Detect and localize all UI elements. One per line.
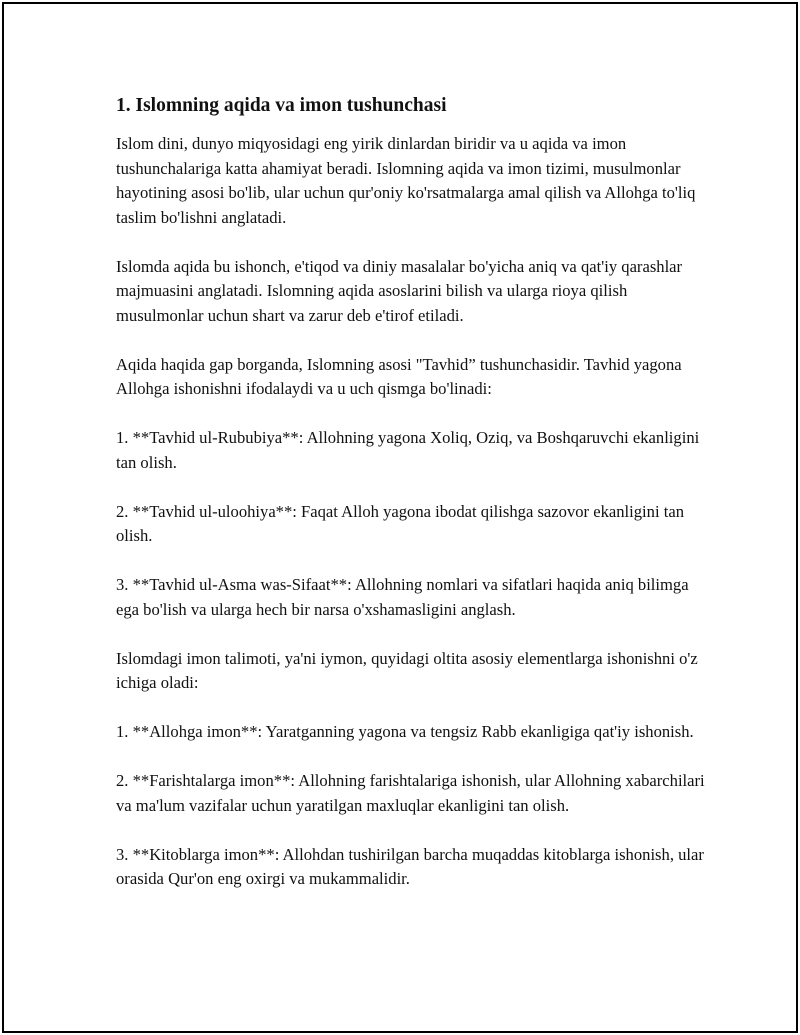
list-item-tavhid-uloohiya: 2. **Tavhid ul-uloohiya**: Faqat Alloh yagona ibodat qilishga sazovor ekanligini tan olish. <box>116 501 684 545</box>
list-item-farishtalarga-imon: 2. **Farishtalarga imon**: Allohning farishtalariga ishonish, ular Allohning xabarchilari va ma'lum vazifalar uchun yaratilgan maxluqlar ekanligini tan olish. <box>116 771 705 815</box>
paragraph-aqida-definition: Islomda aqida bu ishonch, e'tiqod va diniy masalalar bo'yicha aniq va qat'iy qarashlar majmuasini anglatadi. Islomning aqida asoslarini bilish va ularga rioya qilish musulmonlar uchun shart va zarur deb e'tirof etiladi. <box>116 256 683 325</box>
list-item-kitoblarga-imon: 3. **Kitoblarga imon**: Allohdan tushirilgan barcha muqaddas kitoblarga ishonish, ular orasida Qur'on eng oxirgi va mukammalidir. <box>116 844 704 888</box>
paragraph-intro: Islom dini, dunyo miqyosidagi eng yirik dinlardan biridir va u aqida va imon tushunchalariga katta ahamiyat beradi. Islomning aqida va imon tizimi, musulmonlar hayotining asosi bo'lib, ular uchun qur'oniy ko'rsatmalarga amal qilish va Allohga to'liq taslim bo'lishni anglatadi. <box>116 134 696 227</box>
list-item-tavhid-rububiya: 1. **Tavhid ul-Rububiya**: Allohning yagona Xoliq, Oziq, va Boshqaruvchi ekanligini tan olish. <box>116 428 700 472</box>
list-item-allohga-imon: 1. **Allohga imon**: Yaratganning yagona va tengsiz Rabb ekanligiga qat'iy ishonish. <box>116 722 694 741</box>
paragraph-tavhid-intro: Aqida haqida gap borganda, Islomning asosi "Tavhid” tushunchasidir. Tavhid yagona Allohga ishonishni ifodalaydi va u uch qismga bo'linadi: <box>116 354 682 398</box>
document-title: 1. Islomning aqida va imon tushunchasi <box>116 95 447 116</box>
paragraph-imon-intro: Islomdagi imon talimoti, ya'ni iymon, quyidagi oltita asosiy elementlarga ishonishni o'z ichiga oladi: <box>116 648 698 692</box>
document-body <box>116 92 706 916</box>
list-item-tavhid-asma-sifaat: 3. **Tavhid ul-Asma was-Sifaat**: Allohning nomlari va sifatlari haqida aniq bilimga ega bo'lish va ularga hech bir narsa o'xshamasligini anglash. <box>116 575 689 619</box>
